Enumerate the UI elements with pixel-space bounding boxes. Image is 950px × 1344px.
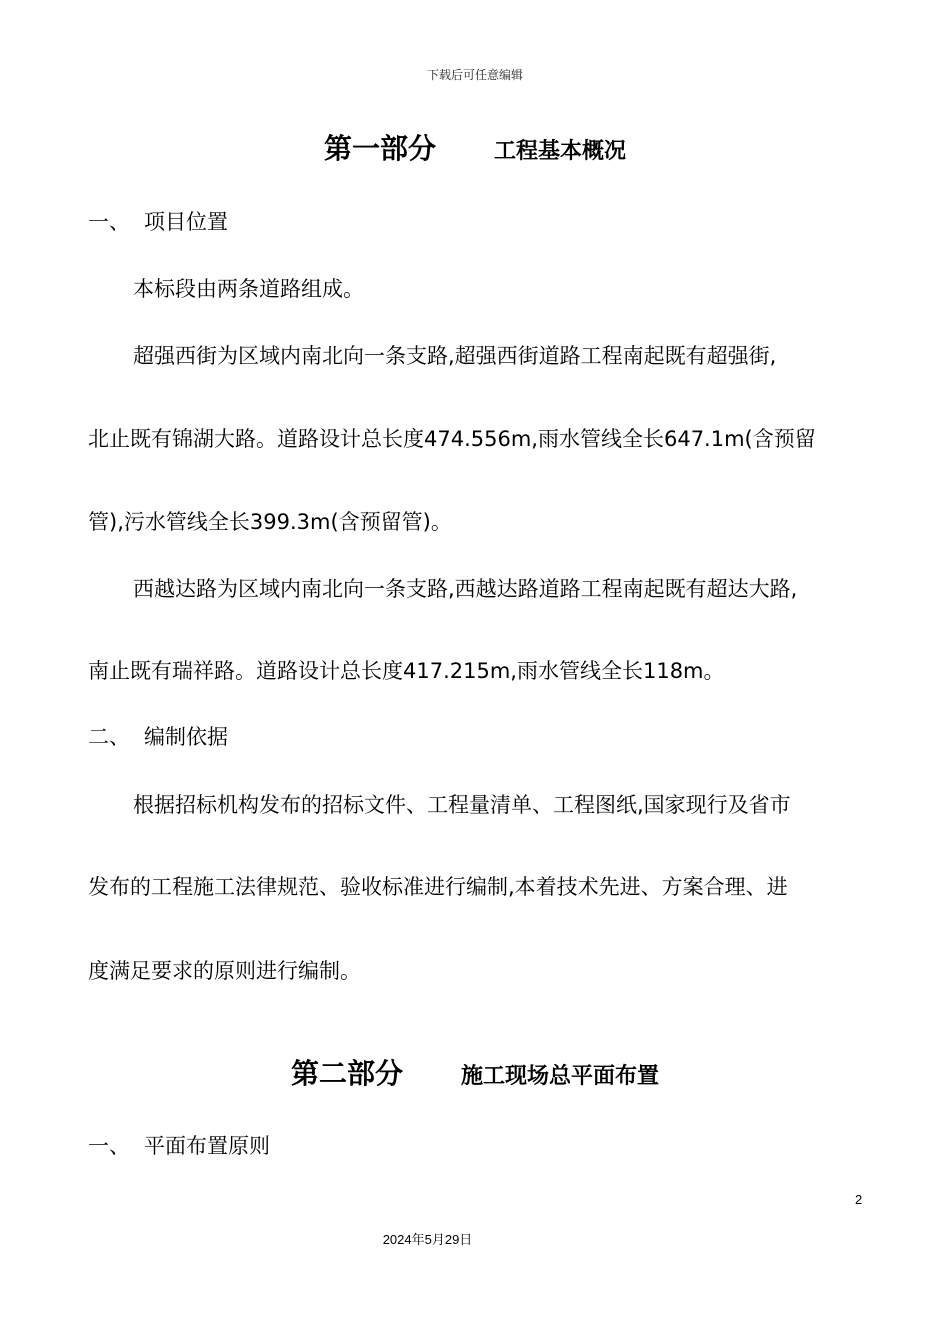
page-number: 2 (855, 1192, 863, 1207)
section-title: 项目位置 (144, 210, 228, 234)
section-compilation-basis (88, 721, 228, 751)
section-project-location (88, 206, 228, 236)
section-marker: 一、 (88, 1134, 130, 1158)
part-one-title: 工程基本概况 (494, 139, 627, 164)
paragraph-line: 发布的工程施工法律规范、验收标准进行编制,本着技术先进、方案合理、进 (88, 875, 788, 899)
paragraph-line: 北止既有锦湖大路。道路设计总长度474.556m,雨水管线全长647.1m(含预留 (88, 427, 816, 451)
paragraph-line: 本标段由两条道路组成。 (133, 277, 364, 301)
part-two-number: 第二部分 (290, 1057, 403, 1090)
part-two-heading (0, 1052, 950, 1092)
part-two-title: 施工现场总平面布置 (461, 1064, 660, 1089)
paragraph-line: 超强西街为区域内南北向一条支路,超强西街道路工程南起既有超强街, (133, 344, 777, 368)
part-one-heading (0, 127, 950, 167)
section-marker: 二、 (88, 725, 130, 749)
section-title: 编制依据 (144, 725, 228, 749)
paragraph-line: 根据招标机构发布的招标文件、工程量清单、工程图纸,国家现行及省市 (133, 793, 791, 817)
footer-date: 2024年5月29日 (382, 1232, 473, 1247)
section-marker: 一、 (88, 210, 130, 234)
paragraph-line: 南止既有瑞祥路。道路设计总长度417.215m,雨水管线全长118m。 (88, 659, 725, 683)
paragraph-line: 度满足要求的原则进行编制。 (88, 959, 361, 983)
paragraph-line: 管),污水管线全长399.3m(含预留管)。 (88, 510, 452, 534)
part-one-number: 第一部分 (323, 132, 436, 165)
section-layout-principles (88, 1130, 270, 1160)
paragraph-line: 西越达路为区域内南北向一条支路,西越达路道路工程南起既有超达大路, (133, 577, 798, 601)
section-title: 平面布置原则 (144, 1134, 270, 1158)
header-note: 下载后可任意编辑 (426, 68, 523, 82)
